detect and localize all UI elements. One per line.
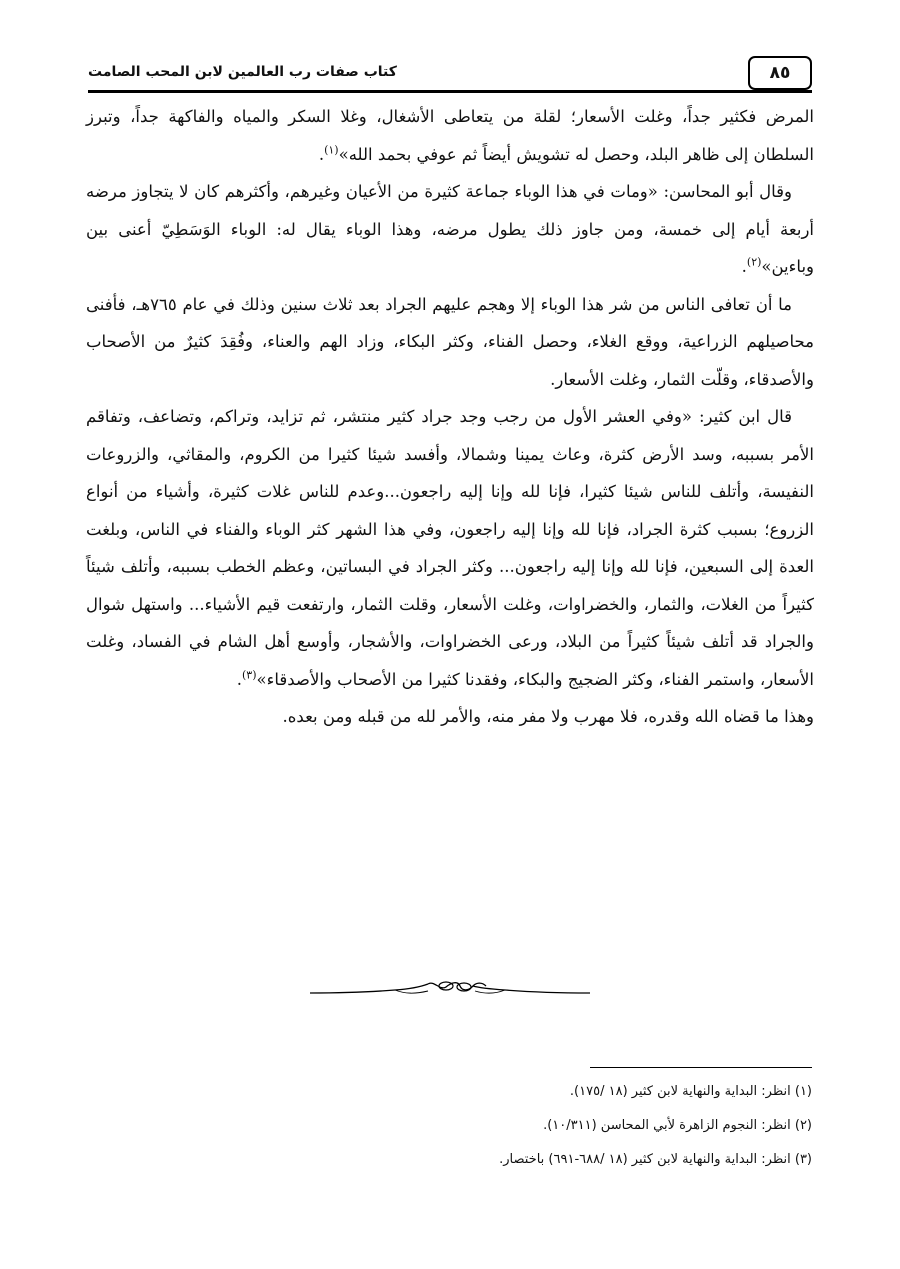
paragraph-5: وهذا ما قضاه الله وقدره، فلا مهرب ولا مفر منه، والأمر لله من قبله ومن بعده. — [282, 707, 814, 726]
footnote-2: (٢) انظر: النجوم الزاهرة لأبي المحاسن (١٠/٣١١). — [543, 1118, 812, 1133]
paragraph-4-text: قال ابن كثير: «وفي العشر الأول من رجب وجد جراد كثير منتشر، ثم تزايد، وتراكم، وتضاعف، وتفاقم الأمر بسببه، وسد الأرض كثرة، وعاث يمينا وشمالا، وأفسد شيئا كثيرا من الكروم، والمقاثي، والزروعات النفيسة، وأتلف للناس شيئا كثيرا، فإنا لله وإنا إليه راجعون...وعدم للناس غلات كثيرة، وأشياء من أنواع الزروع؛ بسبب كثرة الجراد، فإنا لله وإنا إليه راجعون، وفي هذا الشهر كثر الوباء والفناء في الناس، وبلغت العدة إلى السبعين، فإنا لله وإنا إليه راجعون... وكثر الجراد في البساتين، وعظم الخطب بسببه، وأتلف شيئاً كثيراً من الغلات، والثمار، والخضراوات، وغلت الأسعار، وقلت الثمار، وارتفعت قيم الأشياء... واستهل شوال والجراد قد أتلف شيئاً كثيراً من البلاد، ورعى الخضراوات، والأشجار، وأوسع أهل الشام في الفساد، وغلت الأسعار، واستمر الفناء، وكثر الضجيج والبكاء، وفقدنا كثيرا من الأصحاب والأصدقاء» — [86, 407, 814, 689]
main-text — [86, 98, 814, 736]
page-number: ٨٥ — [748, 56, 812, 90]
running-title: كتاب صفات رب العالمين لابن المحب الصامت — [88, 64, 397, 80]
footnote-rule — [590, 1067, 812, 1068]
paragraph-1 — [86, 98, 814, 173]
footnote-ref-1: (١) — [324, 143, 339, 156]
paragraph-4-end: . — [236, 669, 242, 689]
paragraph-2 — [86, 173, 814, 286]
paragraph-2-text: وقال أبو المحاسن: «ومات في هذا الوباء جماعة كثيرة من الأعيان وغيرهم، وأكثرهم كان لا يتجاوز مرضه أربعة أيام إلى خمسة، ومن جاوز ذلك يطول مرضه، وهذا الوباء يقال له: الوباء الوَسَطِيّ أعنى بين وباءين» — [86, 182, 814, 276]
ornament-divider — [310, 978, 590, 1000]
page-header — [88, 56, 812, 90]
footnote-ref-3: (٣) — [241, 668, 257, 681]
footnote-1: (١) انظر: البداية والنهاية لابن كثير (١٨ /١٧٥). — [569, 1084, 812, 1099]
footnotes — [300, 1075, 812, 1177]
paragraph-2-end: . — [741, 257, 747, 276]
paragraph-4 — [86, 398, 814, 698]
header-rule — [88, 90, 812, 93]
footnote-3: (٣) انظر: البداية والنهاية لابن كثير (١٨ /٦٨٨-٦٩١) باختصار. — [499, 1152, 812, 1167]
paragraph-1-end: . — [318, 144, 325, 164]
paragraph-3: ما أن تعافى الناس من شر هذا الوباء إلا وهجم عليهم الجراد بعد ثلاث سنين وذلك في عام ٧٦٥هـ، فأفنى محاصيلهم الزراعية، ووقع الغلاء، وحصل الفناء، وكثر البكاء، وزاد الهم والعناء، وفُقِدَ كثيرٌ من الأصحاب والأصدقاء، وقلّت الثمار، وغلت الأسعار. — [86, 294, 814, 389]
footnote-ref-2: (٢) — [746, 255, 762, 269]
paragraph-1-text: المرض فكثير جداً، وغلت الأسعار؛ لقلة من يتعاطى الأشغال، وغلا السكر والمياه والفاكهة جداً، وتبرز السلطان إلى ظاهر البلد، وحصل له تشويش أيضاً ثم عوفي بحمد الله» — [86, 107, 814, 164]
